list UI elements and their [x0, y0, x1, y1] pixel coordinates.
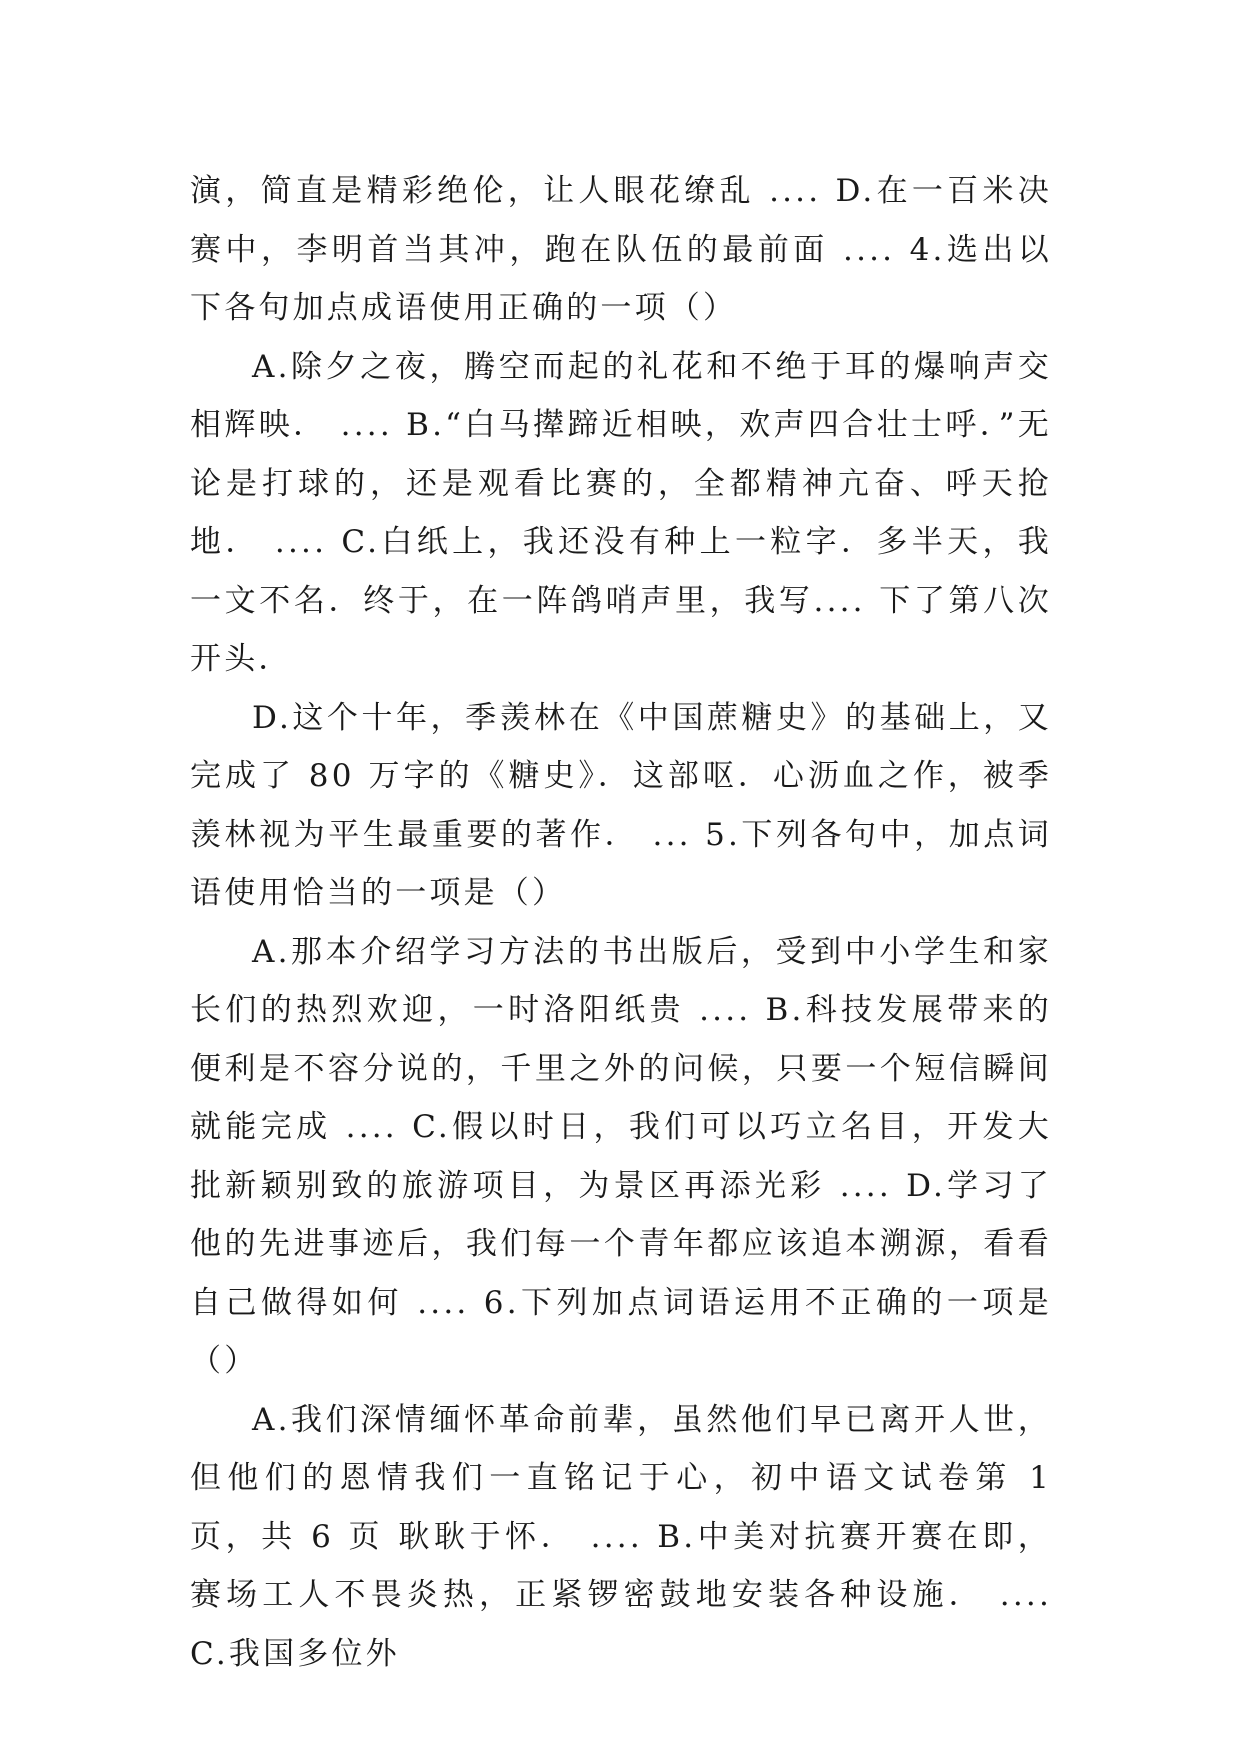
paragraph-3: D.这个十年，季羡林在《中国蔗糖史》的基础上，又完成了 80 万字的《糖史》．这部呕．心沥血之作，被季羡林视为平生最重要的著作． ... 5.下列各句中，加点词语使用恰当的一项是（）	[190, 699, 1052, 911]
paragraph-1: 演，简直是精彩绝伦，让人眼花缭乱 .... D.在一百米决赛中，李明首当其冲，跑在队伍的最前面 .... 4.选出以下各句加点成语使用正确的一项（）	[190, 173, 1052, 326]
paragraph-2: A.除夕之夜，腾空而起的礼花和不绝于耳的爆响声交相辉映． .... B.“白马撵蹄近相映，欢声四合壮士呼．”无论是打球的，还是观看比赛的，全都精神亢奋、呼天抢地． .... C.白纸上，我还没有种上一粒字．多半天，我一文不名．终于，在一阵鸽哨声里，我写.... 下了第八次开头．	[190, 348, 1052, 677]
paragraph-5: A.我们深情缅怀革命前辈，虽然他们早已离开人世，但他们的恩情我们一直铭记于心，初中语文试卷第 1 页，共 6 页 耿耿于怀． .... B.中美对抗赛开赛在即，赛场工人不畏炎热，正紧锣密鼓地安装各种设施． .... C.我国多位外	[190, 1401, 1052, 1672]
paragraph-4: A.那本介绍学习方法的书出版后，受到中小学生和家长们的热烈欢迎，一时洛阳纸贵 .... B.科技发展带来的便利是不容分说的，千里之外的问候，只要一个短信瞬间就能完成 .... C.假以时日，我们可以巧立名目，开发大批新颖别致的旅游项目，为景区再添光彩 .... D.学习了他的先进事迹后，我们每一个青年都应该追本溯源，看看自己做得如何 .... 6.下列加点词语运用不正确的一项是（）	[190, 933, 1052, 1379]
document-body	[190, 162, 1052, 1683]
